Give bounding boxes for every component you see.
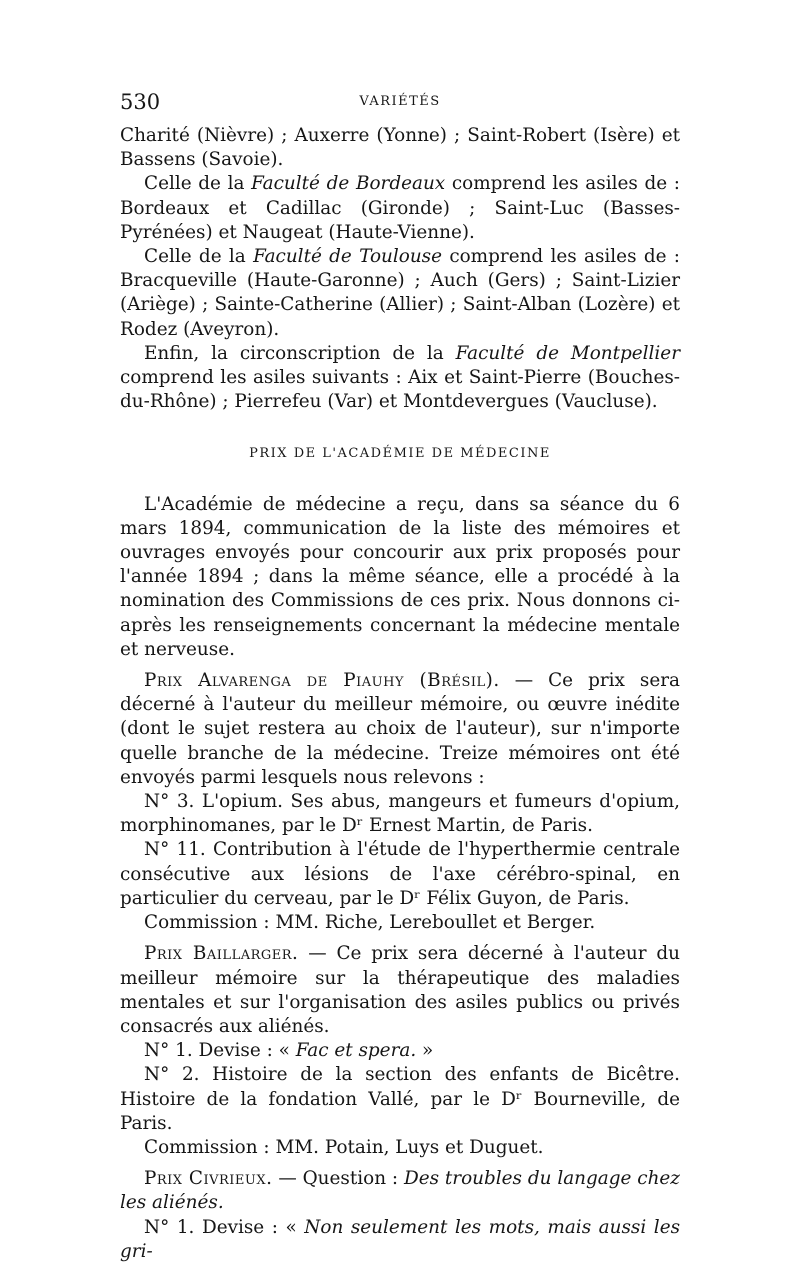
commission-line: Commission : MM. Potain, Luys et Duguet. — [144, 1136, 544, 1158]
list-item: N° 2. Histoire de la section des enfants de Bicêtre. Histoire de la fondation Vallé, par le Dʳ Bourneville, de Paris. — [120, 1064, 680, 1134]
list-item: N° 11. Contribution à l'étude de l'hyperthermie centrale consécutive aux lésions de l'axe cérébro-spinal, en particulier du cerveau, par le Dʳ Félix Guyon, de Paris. — [120, 839, 680, 909]
page-number: 530 — [120, 90, 161, 114]
text-run: N° 1. Devise : « — [144, 1040, 296, 1062]
text-run: comprend les asiles de : Bracqueville (Haute-Garonne) ; Auch (Gers) ; Saint-Lizier (Ariège) ; Sainte-Catherine (Allier) ; Saint-Alban (Lozère) et Rodez (Aveyron). — [120, 246, 680, 340]
prix-civrieux-paragraph — [120, 1167, 680, 1215]
text-run: comprend les asiles de : Bordeaux et Cadillac (Gironde) ; Saint-Luc (Basses-Pyrénées) et Naugeat (Haute-Vienne). — [120, 173, 680, 243]
emphasis: Faculté de Bordeaux — [251, 173, 446, 195]
emphasis: Faculté de Montpellier — [455, 342, 680, 364]
emphasis: Fac et spera. — [295, 1040, 417, 1062]
page-header — [120, 90, 680, 120]
text-run: comprend les asiles suivants : Aix et Saint-Pierre (Bouches-du-Rhône) ; Pierrefeu (Var) et Montdevergues (Vaucluse). — [120, 367, 680, 413]
prix-name: Prix Civrieux. — [144, 1168, 273, 1190]
list-item — [120, 1039, 680, 1063]
text-run: Enfin, la circonscription de la — [144, 342, 456, 364]
prix-text: — Ce prix sera décerné à l'auteur du meilleur mémoire sur la thérapeutique des maladies mentales et sur l'organisation des asiles publics ou privés consacrés aux aliénés. — [120, 943, 680, 1037]
prix-baillarger-paragraph — [120, 942, 680, 1039]
text-run: Celle de la — [144, 246, 254, 268]
text-run: » — [416, 1040, 434, 1062]
emphasis: Faculté de Toulouse — [253, 246, 442, 268]
prix-alvarenga-paragraph — [120, 669, 680, 790]
paragraph-bordeaux — [120, 172, 680, 245]
running-title: VARIÉTÉS — [359, 94, 441, 109]
list-item: N° 3. L'opium. Ses abus, mangeurs et fumeurs d'opium, morphinomanes, par le Dʳ Ernest Martin, de Paris. — [120, 791, 680, 837]
section-intro: L'Académie de médecine a reçu, dans sa séance du 6 mars 1894, communication de la liste des mémoires et ouvrages envoyés pour concourir aux prix proposés pour l'année 1894 ; dans la même séance, elle a procédé à la nomination des Commissions de ces prix. Nous donnons ci-après les renseignements concernant la médecine mentale et nerveuse. — [120, 493, 680, 660]
text-run: N° 1. Devise : « — [144, 1216, 305, 1238]
paragraph-continued: Charité (Nièvre) ; Auxerre (Yonne) ; Saint-Robert (Isère) et Bassens (Savoie). — [120, 125, 680, 171]
list-item — [120, 1216, 680, 1264]
text-run: Celle de la — [144, 173, 252, 195]
prix-name: Prix Baillarger. — [144, 943, 299, 965]
prix-text: — Ce prix sera décerné à l'auteur du meilleur mémoire, ou œuvre inédite (dont le sujet restera au choix de l'auteur), sur n'importe quelle branche de la médecine. Treize mémoires ont été envoyés parmi lesquels nous relevons : — [120, 670, 680, 788]
emphasis: Des troubles du langage chez les aliénés. — [120, 1168, 680, 1214]
prix-name: Prix Alvarenga de Piauhy (Brésil). — [144, 670, 500, 692]
section-heading: PRIX DE L'ACADÉMIE DE MÉDECINE — [249, 446, 551, 462]
paragraph-toulouse — [120, 245, 680, 342]
page-body — [120, 124, 680, 1264]
emphasis: Non seulement les mots, mais aussi les gri- — [120, 1216, 681, 1262]
commission-line: Commission : MM. Riche, Lereboullet et Berger. — [144, 912, 596, 934]
text-run: — Question : — [272, 1168, 404, 1190]
paragraph-montpellier — [120, 342, 680, 415]
